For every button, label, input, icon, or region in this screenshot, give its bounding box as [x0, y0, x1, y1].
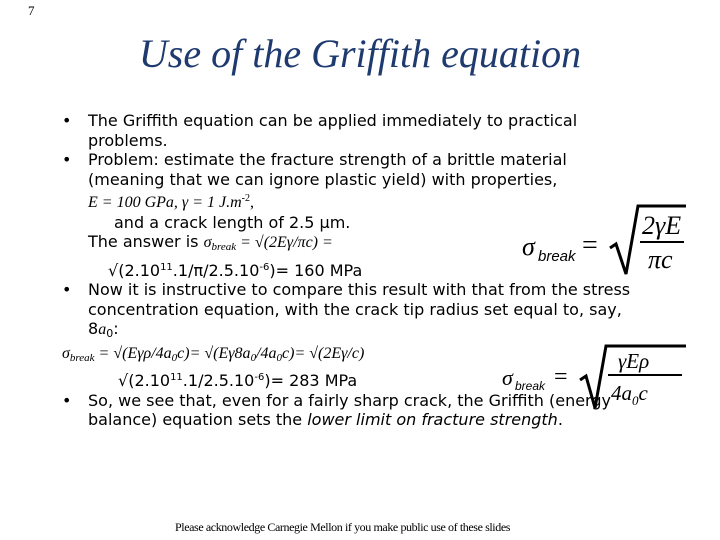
formula-subscript: break	[515, 379, 546, 393]
formula-numerator: 2γE	[642, 211, 682, 240]
formula-denominator: πc	[648, 245, 673, 274]
material-properties: E = 100 GPa, γ = 1 $J.m^{-2}$,	[88, 193, 254, 211]
formula-sigma: σ	[502, 365, 513, 390]
bullet-text: • So, we see that, even for a fairly sharp crack, the Griffith (energy	[88, 390, 611, 410]
bullet-text: • Now it is instructive to compare this result with that from the stress	[88, 280, 631, 299]
bullet-item	[62, 111, 662, 150]
bullet-text: concentration equation, with the crack tip radius set equal to, say,	[88, 299, 622, 319]
formula-numerator: γEρ	[618, 349, 650, 373]
formula-sigma: σ	[522, 232, 535, 261]
slide-title: Use of the Griffith equation	[138, 31, 582, 76]
formula-subscript: break	[538, 248, 576, 265]
bullet-text: (meaning that we can ignore plastic yield) with properties,	[88, 169, 558, 189]
griffith-formula	[518, 200, 688, 280]
stress-concentration-equation: $\sigma_{break} = √(E\gamma\rho/4a_0c)= √(E\gamma 8a_0/4a_0c)= √(2E\gamma/c)$	[62, 344, 365, 364]
bullet-text: • Problem: estimate the fracture strength of a brittle material	[88, 150, 567, 169]
formula-denominator: $4a_0c$	[611, 381, 648, 408]
answer-calculation: $√(2.10^{11}.1/\pi/2.5.10^{-6})= 160$ MPa	[108, 260, 363, 280]
bullet-text: $8a_0$:	[88, 319, 119, 340]
bullet-text: • The Griffith equation can be applied immediately to practical	[88, 111, 578, 130]
formula-equals: =	[582, 230, 598, 261]
formula-equals: =	[554, 364, 568, 390]
footer-note: Please acknowledge Carnegie Mellon if you make public use of these slides	[175, 520, 511, 534]
slide-number: 7	[28, 3, 35, 18]
answer-line: The answer is $\sigma_{break} = √(2E\gamma/\pi c)$ =	[88, 232, 333, 253]
crack-length-text: and a crack length of 2.5 µm.	[114, 212, 351, 232]
stress-calculation: $√(2.10^{11}.1/2.5.10^{-6})= 283$ MPa	[118, 371, 358, 390]
bullet-text: problems.	[88, 130, 168, 150]
stress-concentration-formula	[498, 342, 688, 412]
bullet-text: balance) equation sets the lower limit on fracture strength.	[88, 410, 563, 429]
